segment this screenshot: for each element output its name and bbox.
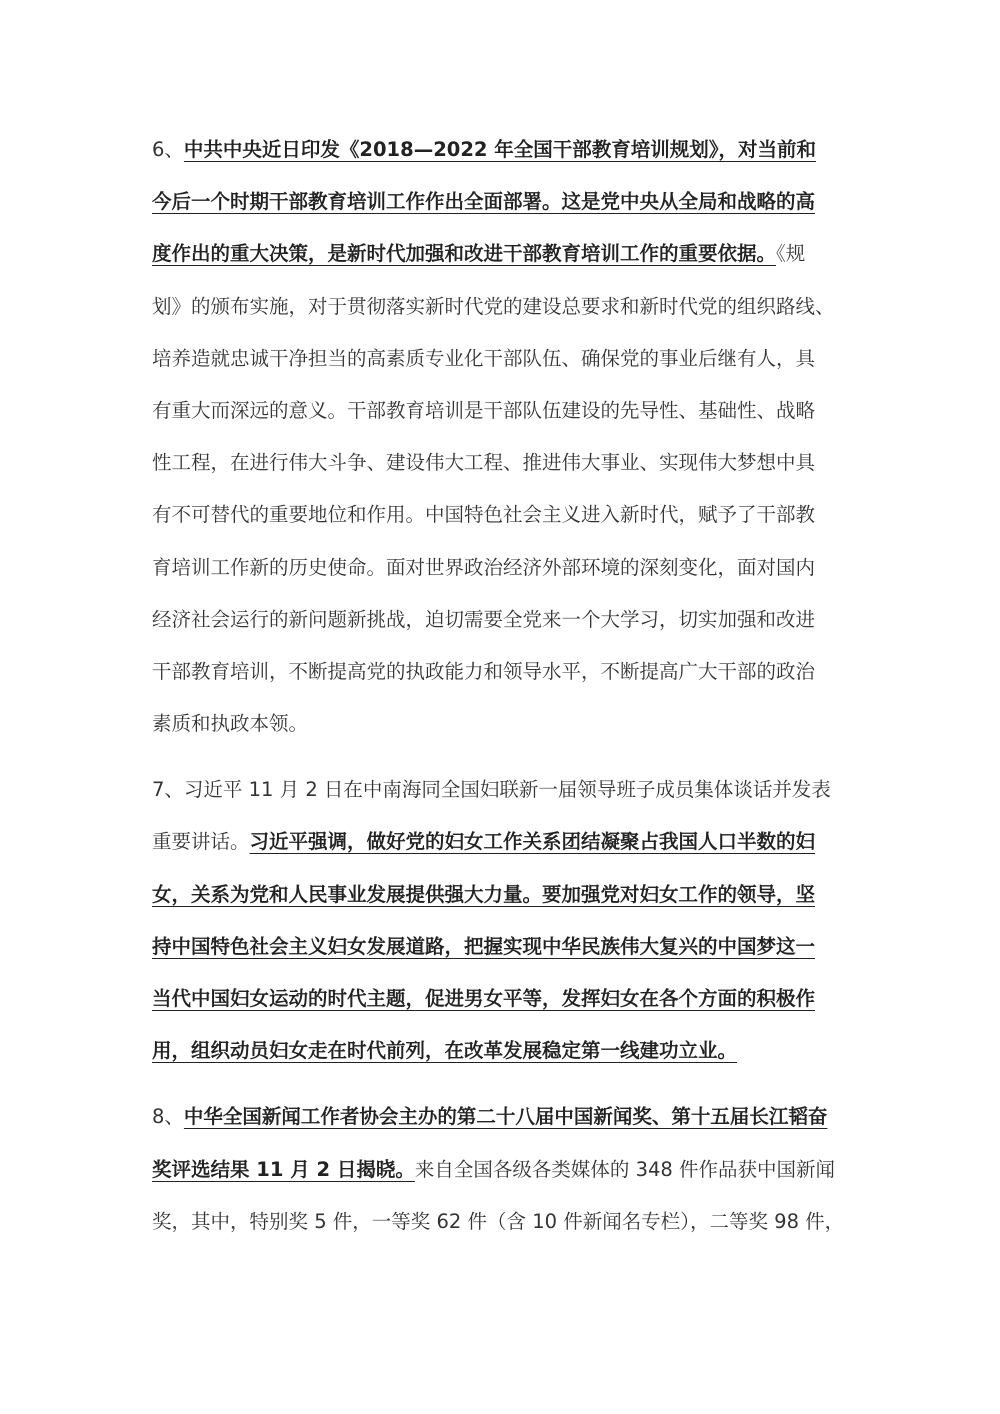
body-text: 奖，其中，特别奖 5 件，一等奖 62 件（含 10 件新闻名专栏），二等奖 98 件， bbox=[152, 1209, 845, 1233]
emphasized-text: 今后一个时期干部教育培训工作作出全面部署。这是党中央从全局和战略的高 bbox=[152, 190, 816, 214]
document-body bbox=[152, 124, 857, 1248]
body-text: 性工程，在进行伟大斗争、建设伟大工程、推进伟大事业、实现伟大梦想中具 bbox=[152, 451, 816, 475]
emphasized-text: 中华全国新闻工作者协会主办的第二十八届中国新闻奖、第十五届长江韬奋 bbox=[183, 1105, 828, 1129]
body-text: 有不可替代的重要地位和作用。中国特色社会主义进入新时代，赋予了干部教 bbox=[152, 503, 816, 527]
text-line bbox=[152, 176, 857, 228]
body-text: 素质和执政本领。 bbox=[152, 712, 309, 736]
body-text: 经济社会运行的新问题新挑战，迫切需要全党来一个大学习，切实加强和改进 bbox=[152, 607, 816, 631]
body-text: 《规 bbox=[776, 242, 806, 266]
text-line bbox=[152, 921, 857, 973]
paragraph-6 bbox=[152, 124, 857, 750]
text-line bbox=[152, 333, 857, 385]
text-line bbox=[152, 542, 857, 594]
emphasized-text: 中共中央近日印发《2018—2022 年全国干部教育培训规划》，对当前和 bbox=[183, 138, 817, 161]
text-line bbox=[152, 124, 857, 176]
emphasized-text: 当代中国妇女运动的时代主题，促进男女平等，发挥妇女在各个方面的积极作 bbox=[152, 987, 816, 1010]
body-text: 来自全国各级各类媒体的 348 件作品获中国新闻 bbox=[414, 1157, 835, 1181]
body-text: 培养造就忠诚干净担当的高素质专业化干部队伍、确保党的事业后继有人，具 bbox=[152, 346, 816, 370]
text-line bbox=[152, 228, 857, 280]
text-line bbox=[152, 816, 857, 868]
text-line bbox=[152, 1144, 857, 1196]
text-line bbox=[152, 489, 857, 541]
text-line bbox=[152, 437, 857, 489]
emphasized-text: 奖评选结果 11 月 2 日揭晓。 bbox=[152, 1157, 415, 1181]
emphasized-text: 持中国特色社会主义妇女发展道路，把握实现中华民族伟大复兴的中国梦这一 bbox=[152, 934, 816, 958]
text-line bbox=[152, 698, 857, 750]
body-text: 划》的颁布实施，对于贯彻落实新时代党的建设总要求和新时代党的组织路线、 bbox=[152, 294, 835, 318]
text-line bbox=[152, 1025, 857, 1077]
text-line bbox=[152, 1091, 857, 1143]
emphasized-text: 度作出的重大决策，是新时代加强和改进干部教育培训工作的重要依据。 bbox=[152, 242, 777, 266]
paragraph-7 bbox=[152, 764, 857, 1077]
body-text: 有重大而深远的意义。干部教育培训是干部队伍建设的先导性、基础性、战略 bbox=[152, 398, 816, 422]
text-line bbox=[152, 764, 857, 816]
text-line bbox=[152, 385, 857, 437]
body-text: 干部教育培训，不断提高党的执政能力和领导水平，不断提高广大干部的政治 bbox=[152, 659, 816, 683]
text-line bbox=[152, 646, 857, 698]
body-text: 6、 bbox=[152, 138, 184, 161]
body-text: 7、习近平 11 月 2 日在中南海同全国妇联新一届领导班子成员集体谈话并发表 bbox=[152, 778, 831, 802]
paragraph-gap bbox=[152, 1077, 857, 1091]
text-line bbox=[152, 869, 857, 921]
paragraph-gap bbox=[152, 750, 857, 764]
body-text: 8、 bbox=[152, 1105, 184, 1129]
text-line bbox=[152, 594, 857, 646]
emphasized-text: 女，关系为党和人民事业发展提供强大力量。要加强党对妇女工作的领导，坚 bbox=[152, 882, 816, 906]
body-text: 重要讲话。 bbox=[152, 830, 250, 854]
text-line bbox=[152, 281, 857, 333]
text-line bbox=[152, 1196, 857, 1248]
emphasized-text: 用，组织动员妇女走在时代前列，在改革发展稳定第一线建功立业。 bbox=[152, 1039, 738, 1063]
emphasized-text: 习近平强调，做好党的妇女工作关系团结凝聚占我国人口半数的妇 bbox=[249, 830, 816, 854]
paragraph-8 bbox=[152, 1091, 857, 1248]
body-text: 育培训工作新的历史使命。面对世界政治经济外部环境的深刻变化，面对国内 bbox=[152, 555, 816, 579]
text-line bbox=[152, 973, 857, 1025]
